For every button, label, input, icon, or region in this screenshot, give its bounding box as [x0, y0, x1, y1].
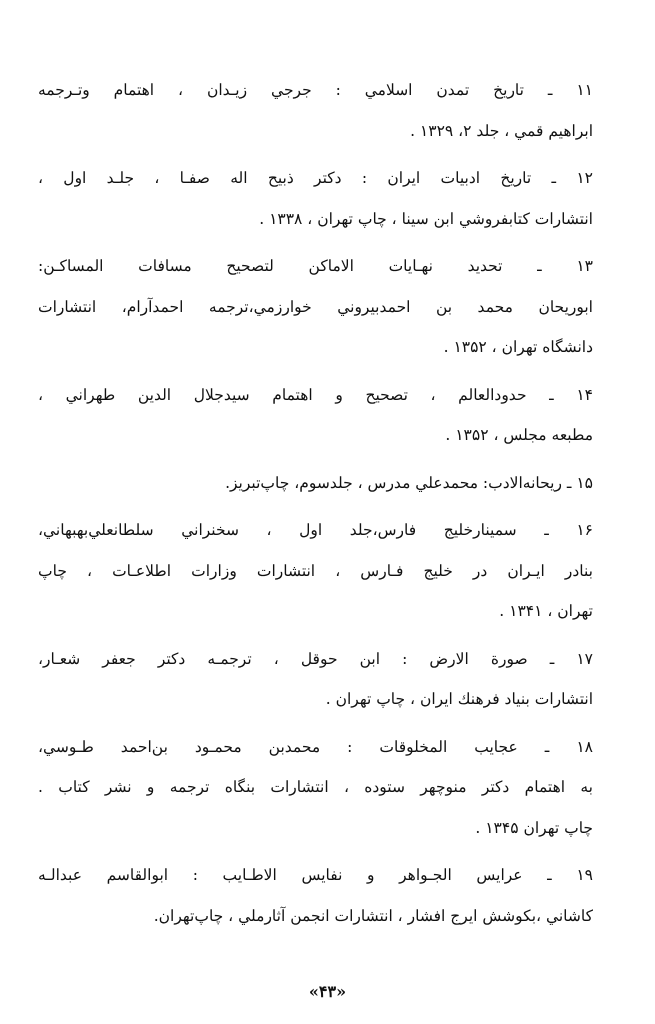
reference-entry-16	[38, 510, 593, 632]
reference-entry-15	[38, 463, 593, 504]
entry-line: ۱۲ ـ تاريخ ادبيات ايران : دكتر ذبيح اله صفـا ، جلـد اول ،	[38, 169, 593, 187]
entry-line: دانشگاه تهران ، ۱۳۵۲ .	[443, 338, 593, 356]
reference-entry-12	[38, 158, 593, 239]
reference-list	[38, 70, 593, 943]
entry-line: ۱۹ ـ عرايس الجـواهر و نفايس الاطـايب : ابوالقاسم عبدالـه	[38, 866, 593, 884]
entry-line: ۱۳ ـ تحديد نهـايات الاماكن لتصحيح مسافات المساكـن:	[38, 257, 593, 275]
entry-line: انتشارات بنياد فرهنك ايران ، چاپ تهران .	[325, 690, 593, 708]
entry-line: ابراهيم قمي ، جلد ۲، ۱۳۲۹ .	[410, 121, 593, 140]
entry-line: ۱۷ ـ صورة الارض : ابن حوقل ، ترجمـه دكتر جعفر شعـار،	[38, 649, 593, 668]
entry-line: كاشاني ،بكوشش ايرج افشار ، انتشارات انجمن آثارملي ، چاپ‌تهران.	[153, 906, 593, 925]
entry-line: به اهتمام دكتر منوچهر ستوده ، انتشارات بنگاه ترجمه و نشر كتاب .	[38, 778, 593, 796]
reference-entry-11	[38, 70, 593, 151]
entry-line: ابوريحان محمد بن احمدبيروني خوارزمي،ترجمه احمدآرام، انتشارات	[38, 297, 593, 316]
reference-entry-18	[38, 727, 593, 849]
entry-line: ۱۴ ـ حدودالعالم ، تصحيح و اهتمام سيدجلال الدين طهراني ،	[38, 385, 593, 404]
entry-line: انتشارات كتابفروشي ابن سينا ، چاپ تهران ، ۱۳۳۸ .	[259, 209, 593, 228]
entry-line: تهران ، ۱۳۴۱ .	[499, 602, 593, 620]
page-number: «۴۳»	[308, 982, 347, 1001]
entry-line: چاپ تهران ۱۳۴۵ .	[475, 818, 593, 837]
entry-line: مطبعه مجلس ، ۱۳۵۲ .	[445, 426, 593, 444]
reference-entry-17	[38, 639, 593, 720]
entry-line: ۱۵ ـ ريحانه‌الادب: محمدعلي مدرس ، جلدسوم، چاپ‌تبريز.	[225, 473, 593, 492]
entry-line: بنادر ايـران در خليج فـارس ، انتشارات وزارات اطلاعـات ، چاپ	[38, 561, 593, 580]
reference-entry-19	[38, 855, 593, 936]
reference-entry-13	[38, 246, 593, 368]
entry-line: ۱۸ ـ عجايب المخلوقات : محمدبن محمـود بن‌احمد طـوسي،	[38, 737, 593, 756]
entry-line: ۱۶ ـ سمينارخليج فارس،جلد اول ، سخنراني سلطانعلي‌بهبهاني،	[38, 521, 593, 539]
reference-entry-14	[38, 375, 593, 456]
entry-line: ۱۱ ـ تاريخ تمدن اسلامي : جرجي زيـدان ، اهتمام وتـرجمه	[38, 81, 593, 99]
